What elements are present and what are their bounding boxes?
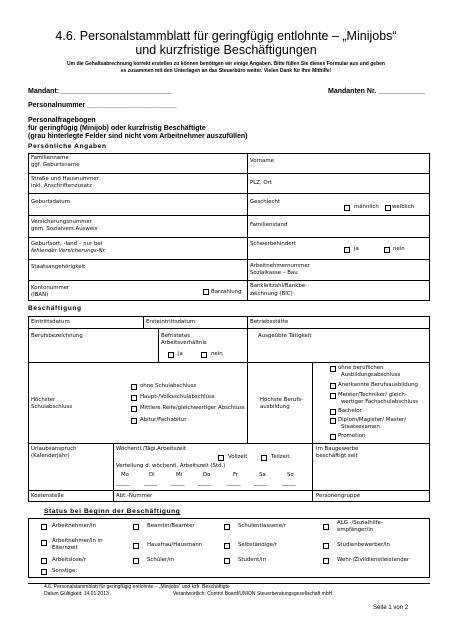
arbeitsverhaeltnis-label: Arbeitsverhältnis xyxy=(161,340,207,346)
day-mi: Mi xyxy=(176,472,183,478)
form-subtitle: und kurzfristige Beschäftigungen xyxy=(135,43,317,57)
maennlich-checkbox[interactable] xyxy=(344,205,350,211)
befristet-ja-label: ja xyxy=(178,351,183,357)
schulabschluss-label-1: Höchster xyxy=(31,397,56,403)
footer-title: 4.6. Personalstammblatt für geringfügig entlohnte – „Minijobs“ und kzfr. Beschäftigte xyxy=(44,584,230,590)
status-schueler-checkbox[interactable] xyxy=(133,558,139,564)
betriebsstaette-label: Betriebsstätte xyxy=(250,319,289,325)
status-selbstaendige-label: Selbständige/r xyxy=(238,542,277,548)
geburtsdatum-label: Geburtsdatum xyxy=(31,199,70,205)
iban-label: (IBAN) xyxy=(31,292,49,298)
weiblich-checkbox[interactable] xyxy=(385,205,391,211)
befristetes-label: Befristetes xyxy=(161,333,191,339)
urlaubsanspruch-label: Urlaubsanspruch xyxy=(31,446,77,452)
status-beamtin-label: Beamtin/Beamter xyxy=(147,523,195,529)
status-student-label: Student/in xyxy=(238,557,266,563)
day-mi-input[interactable]: _____ xyxy=(171,480,185,486)
personengruppe-label: Personengruppe xyxy=(316,493,361,499)
beruf-meister-label-2: wertiger Fachschulabschluss xyxy=(341,399,419,405)
day-mo: Mo xyxy=(121,472,129,478)
vollzeit-label: Vollzeit xyxy=(228,454,248,460)
day-do: Do xyxy=(203,472,211,478)
form-title: 4.6. Personalstammblatt für geringfügig entlohnte – „Minijobs“ xyxy=(55,29,397,43)
versicherungsnummer-label: Versicherungsnummer xyxy=(31,219,92,225)
schule-haupt-checkbox[interactable] xyxy=(131,395,137,401)
schule-mittlere-label: Mittlere Reife/gleichwertiger Abschluss xyxy=(140,405,245,411)
status-hausfrau-label: Hausfrau/Hausmann xyxy=(147,542,203,548)
status-studienbewerber-label: Studienbewerber/in xyxy=(337,542,390,548)
beruf-meister-checkbox[interactable] xyxy=(330,393,336,399)
status-elternzeit-label-2: Elternzeit xyxy=(52,545,78,551)
abt-nummer-label: Abt.-Nummer xyxy=(116,493,153,499)
status-elternzeit-checkbox[interactable] xyxy=(41,540,47,546)
beruf-diplom-checkbox[interactable] xyxy=(330,418,336,424)
status-alg-label-2: empfänger/in xyxy=(337,527,374,533)
beruf-bachelor-checkbox[interactable] xyxy=(330,409,336,415)
sozialkasse-bau-label: Sozialkasse – Bau xyxy=(250,270,298,276)
baugewerbe-label: Im Baugewerbe xyxy=(316,446,359,452)
status-alg-label-1: ALG -/Sozialhilfe- xyxy=(337,520,383,526)
befristet-ja-checkbox[interactable] xyxy=(168,352,174,358)
schule-ohne-checkbox[interactable] xyxy=(131,384,137,390)
geschlecht-label: Geschlecht xyxy=(250,199,280,205)
barzahlung-checkbox[interactable] xyxy=(203,289,209,295)
beruf-anerkannt-label: Anerkannte Berufsausbildung xyxy=(338,382,418,388)
befristet-nein-checkbox[interactable] xyxy=(201,352,207,358)
personalnummer-field[interactable]: Personalnummer _______________________ xyxy=(28,102,177,109)
status-wehr-label: Wehr-/Zivildienstleistender xyxy=(337,557,410,563)
fragebogen-note: (grau hinterlegte Felder sind nicht vom Arbeitnehmer auszufüllen) xyxy=(28,133,248,140)
verteilung-label: Verteilung d. wöchentl. Arbeitszeit (Std.) xyxy=(116,463,226,469)
berufsbezeichnung-label: Berufsbezeichnung xyxy=(31,333,83,339)
fragebogen-subheading: für geringfügig (Minijob) oder kurzfristig Beschäftigte xyxy=(28,125,206,132)
intro-line-2: es zusammen mit den Unterlagen an das Steuerbüro weiter. Vielen Dank für Ihre Mithilfe! xyxy=(120,68,332,74)
fragebogen-heading: Personalfragebogen xyxy=(28,117,96,124)
beruf-diplom-label-2: Staatsexamen xyxy=(341,424,380,430)
vollzeit-checkbox[interactable] xyxy=(218,455,224,461)
beruf-ohne-label-2: Ausbildungsabschluss xyxy=(341,372,401,378)
day-di: Di xyxy=(149,472,155,478)
befristet-nein-label: nein xyxy=(211,351,223,357)
fehlender-vers-nr-label: fehlender Versicherungs-Nr. xyxy=(31,248,107,254)
sozialvers-ausweis-label: gem. Sozialvers.Ausweis xyxy=(31,226,98,232)
footer-page-number: Seite 1 von 2 xyxy=(373,605,409,611)
mandant-field[interactable]: Mandant:_____________________________ xyxy=(28,88,173,95)
beruf-diplom-label-1: Diplom/Magister/ Master/ xyxy=(338,417,407,423)
staatsangehoerigkeit-label: Staatsangehörigkeit xyxy=(31,264,86,270)
status-selbstaendige-checkbox[interactable] xyxy=(224,543,230,549)
schwerbehindert-ja-checkbox[interactable] xyxy=(344,247,350,253)
bic-label: zeichnung (BIC) xyxy=(250,291,293,297)
day-fr: Fr xyxy=(233,472,238,478)
anschriftenzusatz-label: inkl. Anschriftenzusatz xyxy=(31,183,92,189)
status-arbeitnehmer-checkbox[interactable] xyxy=(41,524,47,530)
taetigkeit-label: Ausgeübte Tätigkeit xyxy=(258,333,312,339)
status-schulentlassene-label: Schulentlassene/r xyxy=(238,523,287,529)
teilzeit-label: Teilzeit xyxy=(271,454,290,460)
kostenstelle-label: Kostenstelle xyxy=(31,493,64,499)
status-schueler-label: Schüler/in xyxy=(147,557,174,563)
schwerbehindert-nein-label: nein xyxy=(393,246,405,252)
familienname-label: Familienname xyxy=(31,155,69,161)
schwerbehindert-ja-label: ja xyxy=(354,246,359,252)
status-schulentlassene-checkbox[interactable] xyxy=(224,524,230,530)
schule-ohne-label: ohne Schulabschluss xyxy=(140,383,197,389)
familienstand-label: Familienstand xyxy=(250,222,288,228)
schule-mittlere-checkbox[interactable] xyxy=(131,406,137,412)
status-sonstige-checkbox[interactable] xyxy=(41,569,47,575)
status-elternzeit-label-1: Arbeitnehmer/in in xyxy=(52,538,103,544)
section-beschaeftigung: Beschäftigung xyxy=(28,305,82,312)
vorname-label: Vorname xyxy=(250,158,274,164)
barzahlung-label: Barzahlung xyxy=(211,289,242,295)
day-sa: Sa xyxy=(259,472,266,478)
arbeitnehmernummer-label: Arbeitnehmernummer xyxy=(250,263,310,269)
beschaeftigt-seit-label: beschäftigt seit xyxy=(316,453,358,459)
status-wehr-checkbox[interactable] xyxy=(323,558,329,564)
status-arbeitslose-label: Arbeitslose/r xyxy=(52,557,87,563)
day-di-input[interactable]: _____ xyxy=(144,480,158,486)
kalenderjahr-label: (Kalenderjahr) xyxy=(31,453,70,459)
weiblich-label: weiblich xyxy=(392,204,415,210)
schule-haupt-label: Haupt-/Volksschulabschluss xyxy=(140,394,215,400)
schule-abitur-label: Abitur/Fachabitur xyxy=(140,417,187,423)
footer-datum: Datum Gültigkeit: 14.01.2013 xyxy=(44,591,109,597)
ersteintrittsdatum-label: Ersteintrittsdatum xyxy=(146,319,196,325)
day-mo-input[interactable]: _____ xyxy=(116,480,130,486)
plz-ort-label: PLZ, Ort xyxy=(250,180,272,186)
intro-line-1: Um die Gehaltsabrechnung korrekt erstellen zu können benötigen wir einige Angaben. Bitte füllen Sie dieses Formular aus und geben xyxy=(67,61,385,67)
berufsausbildung-label-2: ausbildung xyxy=(260,404,290,410)
footer-verantwortlich: Verantwortlich: Control Board/UNION Steuerberatungsgesellschaft mbH xyxy=(173,591,333,597)
status-studienbewerber-checkbox[interactable] xyxy=(323,543,329,549)
status-arbeitslose-checkbox[interactable] xyxy=(41,558,47,564)
status-hausfrau-checkbox[interactable] xyxy=(133,543,139,549)
geburtsname-label: ggf. Geburtsname xyxy=(31,162,80,168)
day-fr-input[interactable]: _____ xyxy=(227,480,241,486)
eintrittsdatum-label: Eintrittsdatum xyxy=(31,319,70,325)
schule-abitur-checkbox[interactable] xyxy=(131,418,137,424)
schwerbehindert-nein-checkbox[interactable] xyxy=(384,247,390,253)
status-student-checkbox[interactable] xyxy=(224,558,230,564)
status-beamtin-checkbox[interactable] xyxy=(133,524,139,530)
woechentl-arbeitszeit-label: Wöchentl./Tägl.Arbeitszeit xyxy=(116,446,186,452)
beruf-ohne-label-1: ohne beruflichen xyxy=(338,365,384,371)
geburtsort-label: Geburtsort, -land – nur bei xyxy=(31,241,103,247)
status-sonstige-label: Sonstige: xyxy=(52,568,78,574)
day-sa-input[interactable]: _____ xyxy=(254,480,268,486)
section-status: Status bei Beginn der Beschäftigung xyxy=(44,508,181,515)
beruf-anerkannt-checkbox[interactable] xyxy=(330,383,336,389)
day-so-input[interactable]: _____ xyxy=(282,480,296,486)
beruf-promotion-label: Promotion xyxy=(338,433,366,439)
schulabschluss-label-2: Schulabschluss xyxy=(31,404,73,410)
mandanten-nr-field[interactable]: Mandanten Nr. ____________ xyxy=(328,88,425,95)
beruf-bachelor-label: Bachelor xyxy=(338,408,362,414)
berufsausbildung-label-1: Höchste Berufs- xyxy=(260,397,303,403)
strasse-label: Straße und Hausnummer xyxy=(31,176,99,182)
section-persoenliche-angaben: Persönliche Angaben xyxy=(28,143,107,150)
beruf-ohne-checkbox[interactable] xyxy=(330,366,336,372)
beruf-promotion-checkbox[interactable] xyxy=(330,434,336,440)
maennlich-label: männlich xyxy=(354,204,379,210)
schwerbehindert-label: Schwerbehindert xyxy=(250,241,296,247)
kontonummer-label: Kontonummer xyxy=(31,285,70,291)
status-alg-checkbox[interactable] xyxy=(323,524,329,530)
day-do-input[interactable]: _____ xyxy=(198,480,212,486)
bankleitzahl-label: Bankleitzahl/Bankbe- xyxy=(250,283,308,289)
beruf-meister-label-1: Meister/Techniker/ gleich- xyxy=(338,392,407,398)
status-arbeitnehmer-label: Arbeitnehmer/in xyxy=(52,523,96,529)
day-so: So xyxy=(287,472,294,478)
teilzeit-checkbox[interactable] xyxy=(261,455,267,461)
